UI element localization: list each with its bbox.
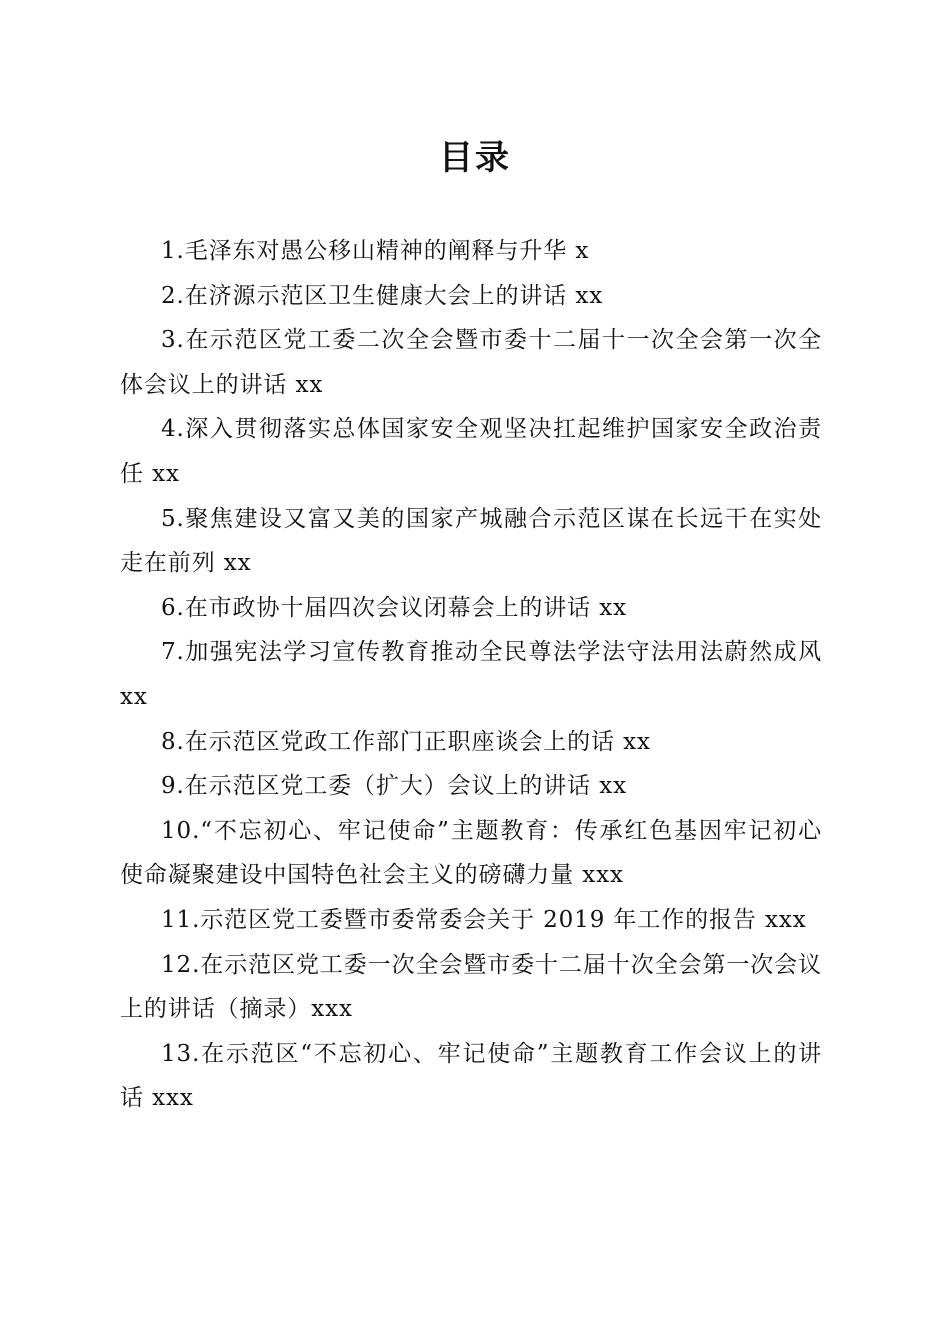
toc-entry-5: 5.聚焦建设又富又美的国家产城融合示范区谋在长远干在实处走在前列 xx [120, 505, 822, 577]
toc-entry-2: 2.在济源示范区卫生健康大会上的讲话 xx [161, 282, 604, 309]
toc-entry-9: 9.在示范区党工委（扩大）会议上的讲话 xx [161, 773, 627, 800]
toc-entry-10: 10.“不忘初心、牢记使命”主题教育：传承红色基因牢记初心使命凝聚建设中国特色社会主义的磅礴力量 xxx [120, 817, 822, 889]
toc-entry-6: 6.在市政协十届四次会议闭幕会上的讲话 xx [161, 594, 627, 621]
page-title: 目录 [439, 138, 511, 178]
toc-entry-12: 12.在示范区党工委一次全会暨市委十二届十次全会第一次会议上的讲话（摘录）xxx [120, 951, 822, 1023]
toc-entry-3: 3.在示范区党工委二次全会暨市委十二届十一次全会第一次全体会议上的讲话 xx [120, 327, 822, 398]
toc-entry-1: 1.毛泽东对愚公移山精神的阐释与升华 x [161, 238, 590, 264]
toc-entry-13: 13.在示范区“不忘初心、牢记使命”主题教育工作会议上的讲话 xxx [120, 1040, 822, 1112]
table-of-contents [120, 229, 822, 1121]
toc-entry-11: 11.示范区党工委暨市委常委会关于 2019 年工作的报告 xxx [161, 906, 807, 933]
toc-entry-8: 8.在示范区党政工作部门正职座谈会上的话 xx [161, 728, 651, 755]
toc-entry-4: 4.深入贯彻落实总体国家安全观坚决扛起维护国家安全政治责任 xx [120, 416, 822, 487]
toc-entry-7: 7.加强宪法学习宣传教育推动全民尊法学法守法用法蔚然成风 xx [120, 639, 822, 710]
